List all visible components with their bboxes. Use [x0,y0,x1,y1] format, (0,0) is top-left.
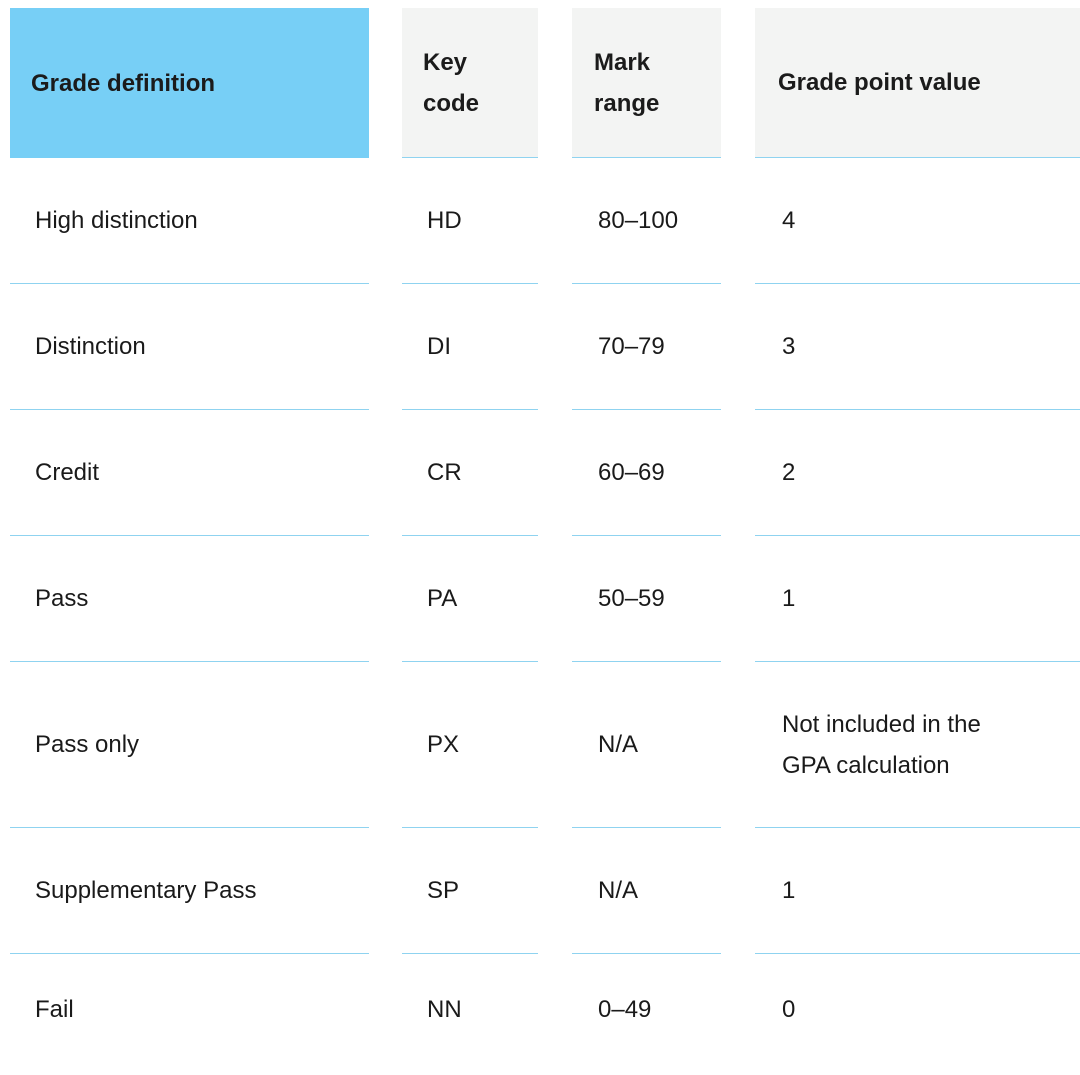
cell-mark-range: 60–69 [572,410,721,536]
header-key-code [402,8,538,158]
header-key-code-line-1: Key [423,48,468,76]
cell-key-code: NN [427,995,462,1023]
cell-definition: Pass [10,536,369,662]
header-key-code-line-2: code [423,89,480,117]
header-mark-range [572,8,721,158]
header-grade-point-value [755,8,1080,158]
cell-mark-range: N/A [572,828,721,954]
cell-mark-range: 0–49 [598,995,652,1023]
cell-grade-point-value: 3 [755,284,1080,410]
cell-definition: Credit [10,410,369,536]
cell-definition: Supplementary Pass [10,828,369,954]
cell-mark-range: 70–79 [572,284,721,410]
header-mark-range-label [594,42,659,124]
header-grade-definition [10,8,369,158]
cell-mark-range: 80–100 [572,158,721,284]
cell-definition: Distinction [10,284,369,410]
header-mark-range-line-2: range [594,89,660,117]
cell-grade-point-value: 2 [755,410,1080,536]
cell-key-code: HD [402,158,538,284]
cell-grade-point-value: 4 [755,158,1080,284]
cell-gpv-line-2: GPA calculation [782,751,950,779]
cell-grade-point-value-text [782,704,981,786]
cell-grade-point-value: 1 [755,536,1080,662]
cell-grade-point-value: 1 [755,828,1080,954]
cell-grade-point-value: 0 [782,995,796,1023]
header-grade-definition-label: Grade definition [31,69,216,97]
header-grade-point-value-label: Grade point value [778,69,981,96]
cell-mark-range: 50–59 [572,536,721,662]
cell-definition: Fail [35,995,74,1023]
cell-key-code: PA [402,536,538,662]
cell-definition: High distinction [10,158,369,284]
header-key-code-label [423,42,479,124]
cell-gpv-line-1: Not included in the [782,710,981,738]
cell-grade-point-value [755,662,1080,828]
cell-mark-range: N/A [572,662,721,828]
cell-key-code: DI [402,284,538,410]
cell-key-code: SP [402,828,538,954]
cell-key-code: PX [402,662,538,828]
cell-definition: Pass only [10,662,369,828]
cell-key-code: CR [402,410,538,536]
header-mark-range-line-1: Mark [594,48,651,76]
